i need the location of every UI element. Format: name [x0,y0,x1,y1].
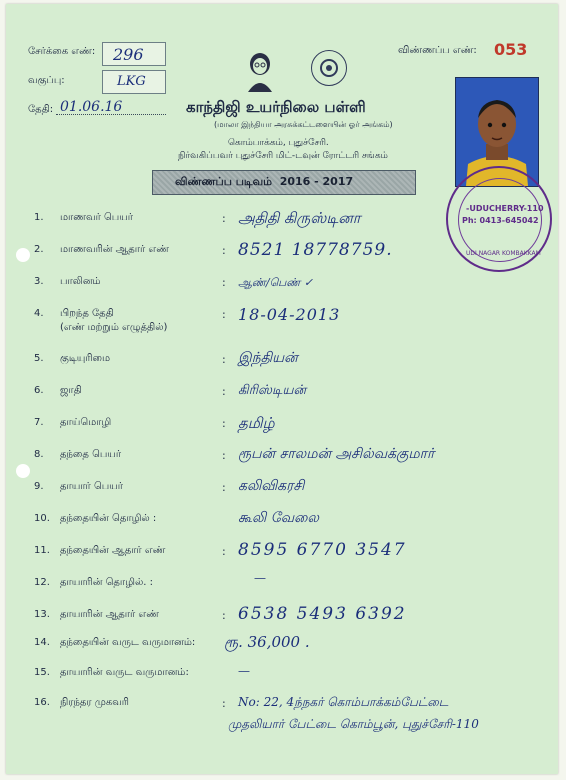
field-value: 8595 6770 3547 [238,540,407,560]
field-number: 9. [34,481,44,492]
field-label: தாய்மொழி [60,417,112,428]
field-colon: : [222,449,226,462]
field-value: — [254,571,266,585]
field-number: 3. [34,276,44,287]
field-row-mother-occupation [6,571,558,597]
field-value: இந்தியன் [238,350,298,366]
school-name: காந்திஜி உயர்நிலை பள்ளி [186,98,366,116]
field-label: தந்தையின் ஆதார் எண் [60,545,166,556]
field-colon: : [222,353,226,366]
field-row-dob [6,305,558,340]
vaguppu-label: வகுப்பு: [28,75,65,86]
field-colon: : [222,212,226,225]
stamp-line-1: -UDUCHERRY-110 [466,204,544,213]
field-label: தந்தை பெயர் [60,449,122,460]
field-label: தாயாரின் ஆதார் எண் [60,609,159,620]
field-number: 6. [34,385,44,396]
field-value: கூலி வேலை [238,510,319,526]
application-form [6,4,558,774]
field-row-father-aadhaar [6,540,558,565]
field-number: 10. [34,513,50,524]
field-colon: : [222,609,226,622]
field-number: 1. [34,212,44,223]
field-number: 15. [34,667,50,678]
vaguppu-value: LKG [117,74,146,89]
serkai-box [102,42,166,66]
field-value: 8521 18778759. [238,240,393,260]
field-label: தாயாரின் தொழில். : [60,577,154,588]
field-row-mother-aadhaar [6,604,558,629]
field-number: 5. [34,353,44,364]
field-row-permanent-address [6,697,558,741]
field-label: குடியுரிமை [60,353,111,364]
field-colon: : [222,545,226,558]
vaguppu-box [102,70,166,94]
field-label: நிரந்தர முகவரி [60,697,129,708]
stamp-line-2: Ph: 0413-645042 [462,216,539,225]
field-value: கலிவிகரசி [238,478,305,494]
field-colon: : [222,385,226,398]
serkai-value: 296 [113,45,144,64]
field-colon: : [222,308,226,321]
field-number: 12. [34,577,50,588]
field-row-student-aadhaar [6,240,558,264]
field-value: 18-04-2013 [238,305,341,324]
field-colon: : [222,481,226,494]
field-row-nationality [6,350,558,373]
field-number: 4. [34,308,44,319]
field-colon: : [222,244,226,257]
field-value: 6538 5493 6392 [238,604,407,624]
field-label: மாணவர் பெயர் [60,212,133,223]
serkai-label: சேர்க்கை எண்: [28,46,96,57]
date-label: தேதி: [28,104,54,115]
field-value: கிரிஸ்டியன் [238,383,307,398]
rotary-logo [311,50,347,86]
field-value: ஆண்/பெண் ✓ [238,276,314,289]
field-value: அதிதி கிருஸ்டினா [238,209,361,227]
form-title: விண்ணப்ப படிவம் 2016 - 2017 [175,175,354,188]
field-row-mother-name [6,478,558,501]
field-row-gender [6,276,558,296]
field-label: தாயாரின் வருட வருமானம்: [60,667,189,678]
field-label: மாணவரின் ஆதார் எண் [60,244,169,255]
field-value: ரூ. 36,000 . [224,633,310,651]
field-colon: : [222,417,226,430]
managed-by: நிர்வகிப்பவர் புதுச்சேரி மிட்-டவுன் ரோட்டரி சங்கம் [178,151,388,161]
field-colon: : [222,697,226,710]
school-subtitle: (மாலா இந்தியா அரசுக்கட்டளையின் ஓர் அங்கம்) [214,120,393,129]
field-label: பாலினம் [60,276,101,287]
stamp-line-3: UDI NAGAR KOMBAKKAM [466,250,541,257]
field-row-caste [6,385,558,405]
field-label: தாயார் பெயர் [60,481,123,492]
field-value: ரூபன் சாலமன் அசில்வக்குமார் [238,446,435,462]
field-row-mother-tongue [6,414,558,437]
field-label: தந்தையின் வருட வருமானம்: [60,637,196,648]
date-value: 01.06.16 [60,99,123,115]
appl-no-label: விண்ணப்ப எண்: [398,45,477,56]
field-number: 14. [34,637,50,648]
field-value: தமிழ் [238,414,275,432]
appl-no-value: 053 [494,40,528,59]
field-label-secondary: (எண் மற்றும் எழுத்தில்) [60,322,168,333]
date-underline [56,114,166,115]
field-row-mother-income [6,664,558,687]
form-title-bar [152,170,416,195]
field-row-father-income [6,633,558,657]
field-number: 2. [34,244,44,255]
field-value: — [238,664,250,678]
school-address: கொம்பாக்கம், புதுச்சேரி. [228,138,329,148]
field-colon: : [222,276,226,289]
field-number: 8. [34,449,44,460]
field-label: தந்தையின் தொழில் : [60,513,157,524]
field-label: ஜாதி [60,385,82,396]
field-row-father-occupation [6,510,558,533]
field-number: 16. [34,697,50,708]
field-label: பிறந்த தேதி [60,308,114,319]
field-number: 11. [34,545,50,556]
field-row-student-name [6,209,558,232]
field-number: 7. [34,417,44,428]
field-number: 13. [34,609,50,620]
field-value-line-2: முதலியார் பேட்டை கொம்பூன், புதுச்சேரி-110 [228,717,479,731]
field-value: No: 22, 4ந்நகர் கொம்பாக்கம்பேட்டை [238,695,449,709]
field-row-father-name [6,446,558,469]
gandhi-logo [242,50,278,92]
